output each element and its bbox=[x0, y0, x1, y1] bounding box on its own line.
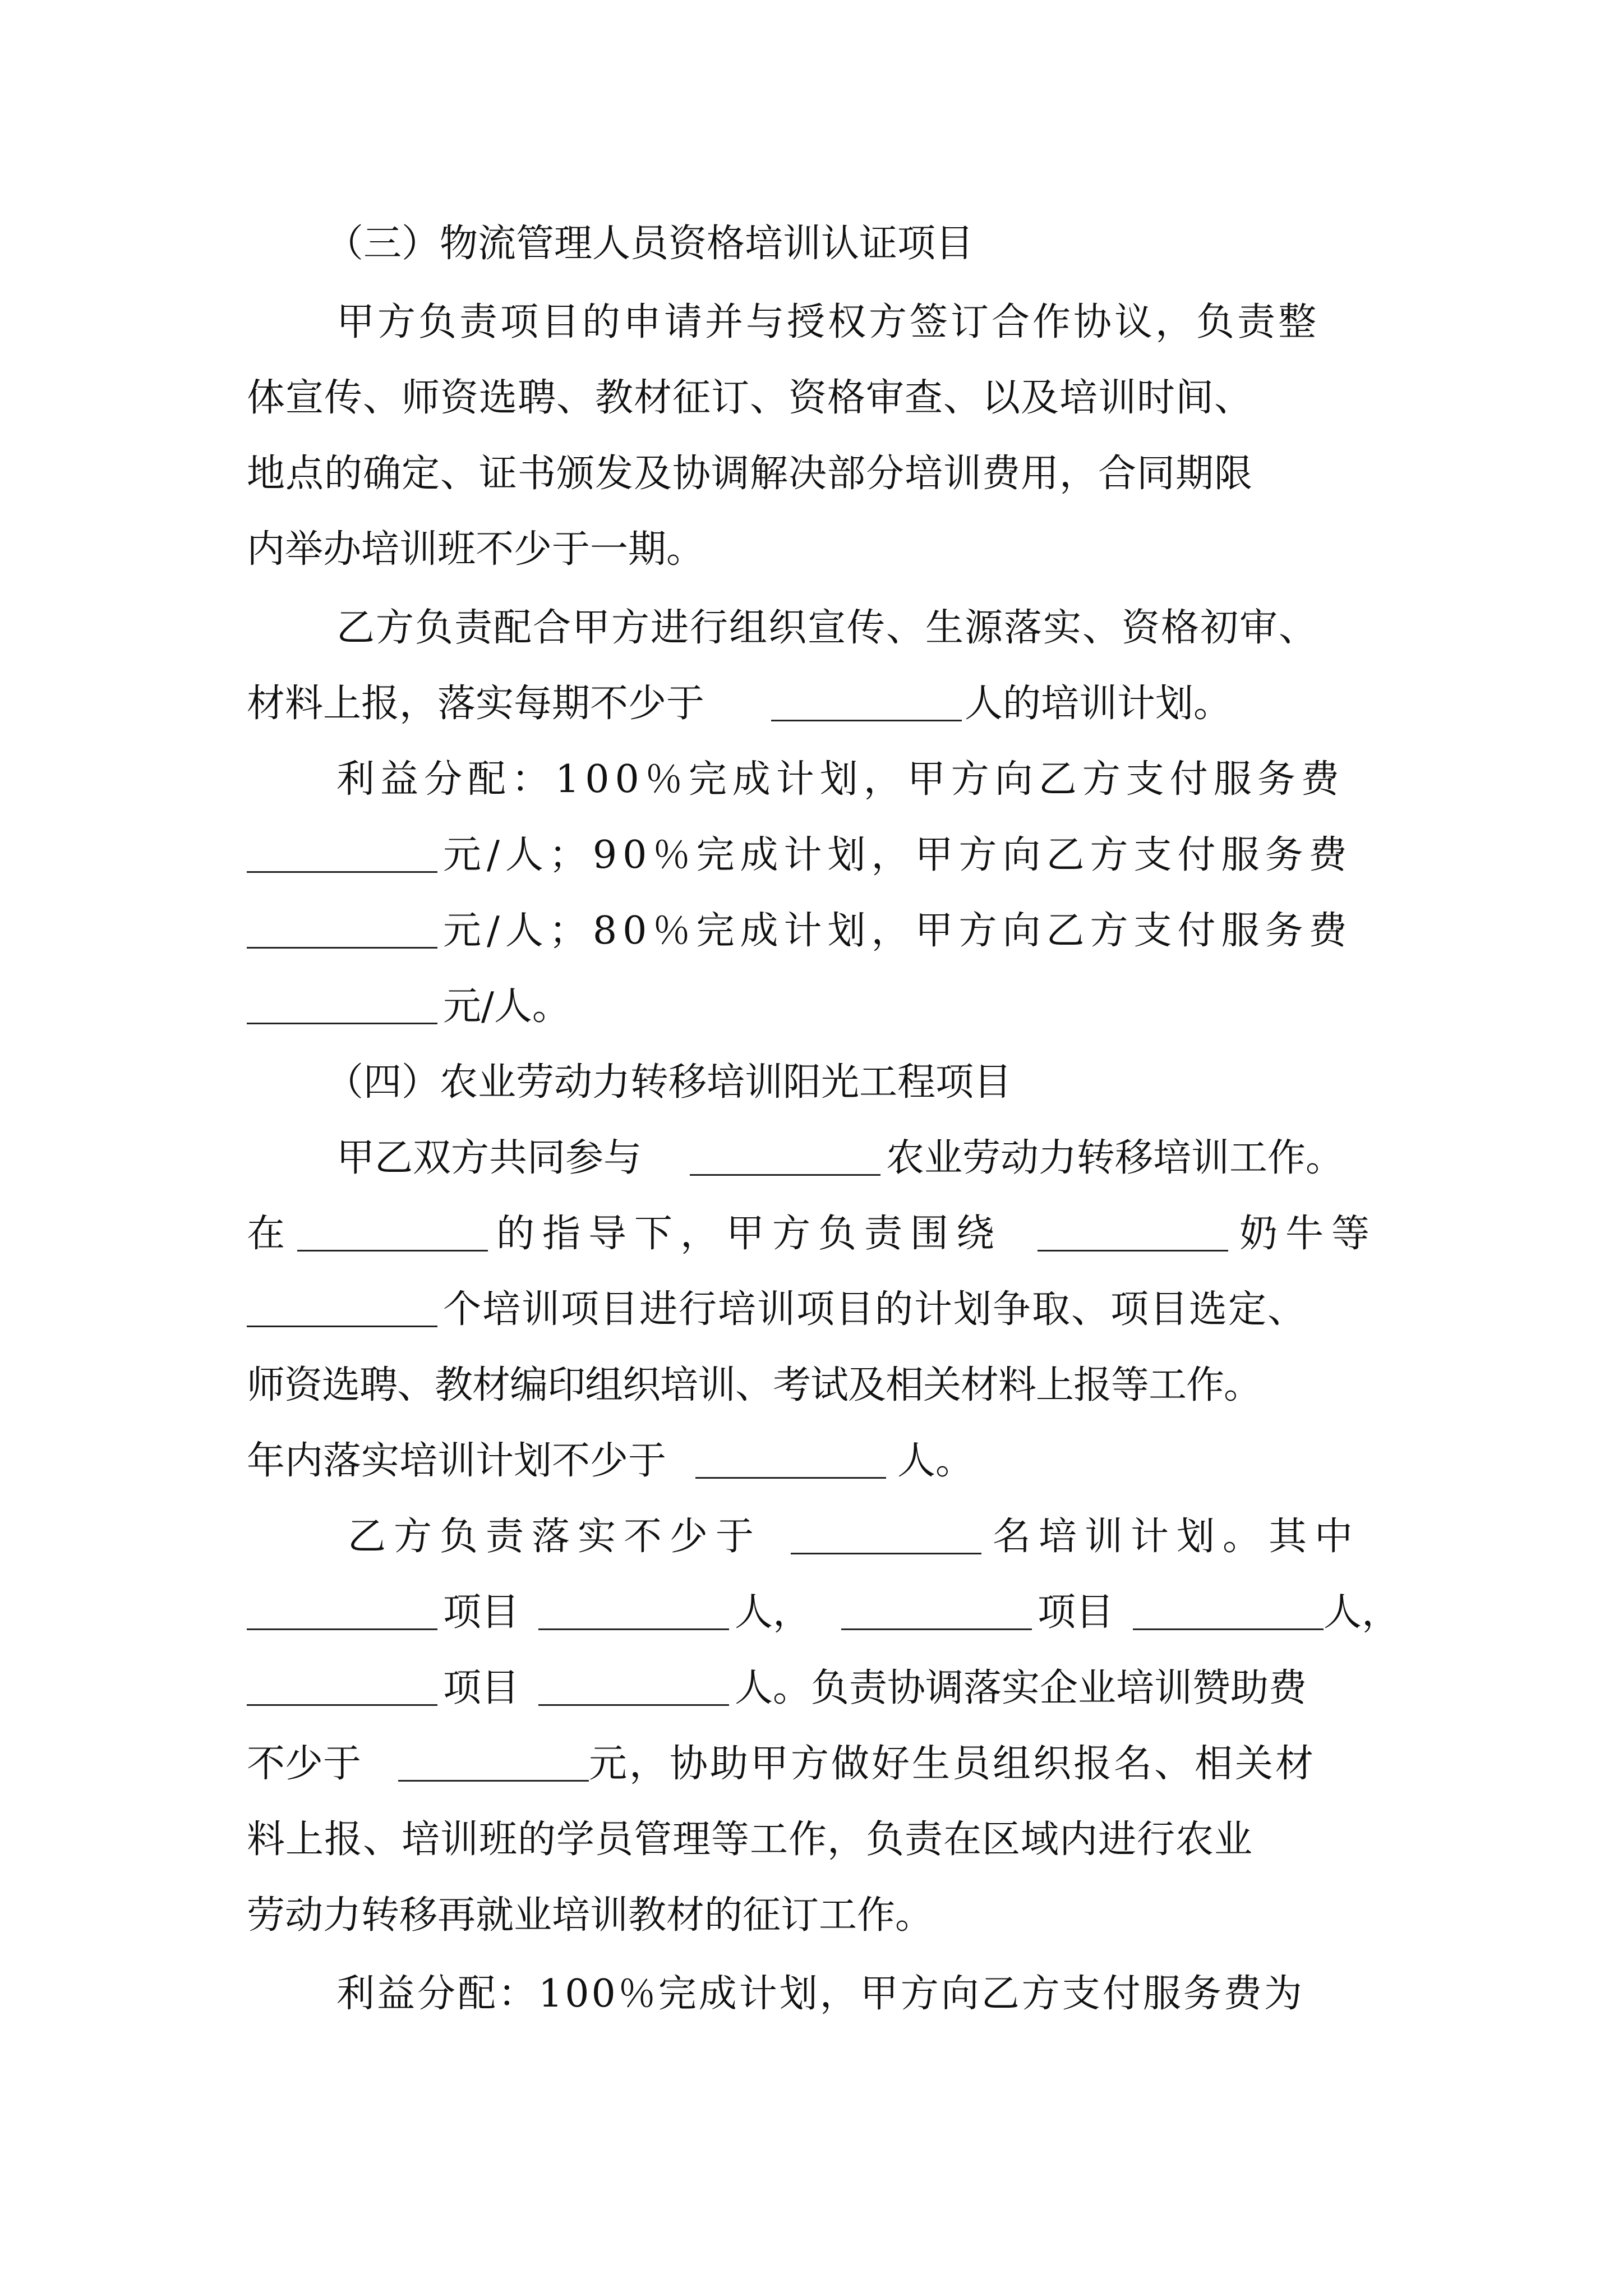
section-heading bbox=[0, 205, 1623, 283]
fill-in-blank bbox=[695, 1477, 886, 1479]
text-line bbox=[0, 1119, 1623, 1198]
section-heading bbox=[0, 1043, 1623, 1122]
text-segment: 乙方负责落实不少于 bbox=[348, 1515, 762, 1559]
text-line bbox=[0, 1955, 1623, 2033]
text-segment: （四）农业劳动力转移培训阳光工程项目 bbox=[325, 1060, 1012, 1105]
text-line bbox=[0, 816, 1623, 895]
text-line bbox=[0, 1271, 1623, 1349]
text-line bbox=[0, 892, 1623, 970]
text-segment: 乙方负责配合甲方进行组织宣传、生源落实、资格初审、 bbox=[336, 606, 1318, 650]
text-segment: 元/人；90％完成计划，甲方向乙方支付服务费 bbox=[443, 833, 1353, 877]
text-line bbox=[0, 1876, 1623, 1955]
text-segment: 人。负责协调落实企业培训赞助费 bbox=[735, 1666, 1307, 1710]
fill-in-blank bbox=[538, 1628, 729, 1630]
fill-in-blank bbox=[247, 1704, 437, 1706]
text-line bbox=[0, 740, 1623, 819]
fill-in-blank bbox=[538, 1704, 729, 1706]
text-segment: 甲方负责项目的申请并与授权方签订合作协议，负责整 bbox=[336, 300, 1320, 344]
text-line bbox=[0, 1649, 1623, 1728]
text-line bbox=[0, 1422, 1623, 1501]
fill-in-blank bbox=[247, 871, 437, 873]
text-line bbox=[0, 968, 1623, 1046]
fill-in-blank bbox=[398, 1780, 589, 1782]
text-segment: 师资选聘、教材编印组织培训、考试及相关材料上报等工作。 bbox=[247, 1363, 1262, 1407]
text-line bbox=[0, 1573, 1623, 1652]
text-segment: 劳动力转移再就业培训教材的征订工作。 bbox=[247, 1893, 934, 1938]
text-segment: 项目 bbox=[1038, 1590, 1114, 1635]
text-segment: 项目 bbox=[443, 1666, 520, 1710]
text-segment: （三）物流管理人员资格培训认证项目 bbox=[325, 222, 974, 266]
text-line bbox=[0, 510, 1623, 589]
fill-in-blank bbox=[247, 1326, 437, 1327]
fill-in-blank bbox=[690, 1174, 880, 1176]
text-segment: 地点的确定、证书颁发及协调解决部分培训费用，合同期限 bbox=[247, 452, 1253, 496]
text-segment: 材料上报，落实每期不少于 bbox=[247, 682, 705, 726]
text-line bbox=[0, 283, 1623, 362]
text-segment: 农业劳动力转移培训工作。 bbox=[886, 1136, 1344, 1180]
text-segment: 项目 bbox=[443, 1590, 520, 1635]
text-segment: 年内落实培训计划不少于 bbox=[247, 1439, 667, 1483]
text-segment: 不少于 bbox=[247, 1742, 362, 1786]
text-segment: 利益分配：100％完成计划，甲方向乙方支付服务费 bbox=[336, 757, 1345, 802]
text-segment: 元，协助甲方做好生员组织报名、相关材 bbox=[589, 1742, 1316, 1786]
text-segment: 人的培训计划。 bbox=[965, 682, 1232, 726]
fill-in-blank bbox=[1038, 1250, 1228, 1251]
text-segment: 甲乙双方共同参与 bbox=[336, 1136, 642, 1180]
text-segment: 人， bbox=[735, 1590, 811, 1635]
text-line bbox=[0, 1346, 1623, 1425]
fill-in-blank bbox=[297, 1250, 488, 1251]
fill-in-blank bbox=[247, 1628, 437, 1630]
fill-in-blank bbox=[247, 947, 437, 949]
text-segment: 奶牛等 bbox=[1239, 1212, 1378, 1256]
text-segment: 内举办培训班不少于一期。 bbox=[247, 527, 705, 572]
text-line bbox=[0, 665, 1623, 743]
text-segment: 在 bbox=[247, 1212, 285, 1256]
text-line bbox=[0, 359, 1623, 438]
text-segment: 个培训项目进行培训项目的计划争取、项目选定、 bbox=[443, 1287, 1307, 1332]
fill-in-blank bbox=[791, 1553, 981, 1554]
text-segment: 人， bbox=[1324, 1590, 1400, 1635]
text-segment: 的指导下，甲方负责围绕 bbox=[496, 1212, 1003, 1256]
text-segment: 元/人。 bbox=[443, 984, 570, 1029]
text-segment: 人。 bbox=[897, 1439, 974, 1483]
text-line bbox=[0, 435, 1623, 513]
text-segment: 利益分配：100％完成计划，甲方向乙方支付服务费为 bbox=[336, 1972, 1304, 2016]
fill-in-blank bbox=[1133, 1628, 1324, 1630]
text-line bbox=[0, 1498, 1623, 1576]
text-segment: 元/人；80％完成计划，甲方向乙方支付服务费 bbox=[443, 909, 1353, 953]
fill-in-blank bbox=[247, 1023, 437, 1024]
text-line bbox=[0, 1725, 1623, 1803]
text-line bbox=[0, 589, 1623, 668]
text-segment: 料上报、培训班的学员管理等工作，负责在区域内进行农业 bbox=[247, 1818, 1253, 1862]
fill-in-blank bbox=[841, 1628, 1032, 1630]
text-segment: 名培训计划。其中 bbox=[993, 1515, 1361, 1559]
text-line bbox=[0, 1195, 1623, 1273]
text-line bbox=[0, 1801, 1623, 1879]
text-segment: 体宣传、师资选聘、教材征订、资格审查、以及培训时间、 bbox=[247, 376, 1253, 420]
fill-in-blank bbox=[771, 720, 962, 721]
